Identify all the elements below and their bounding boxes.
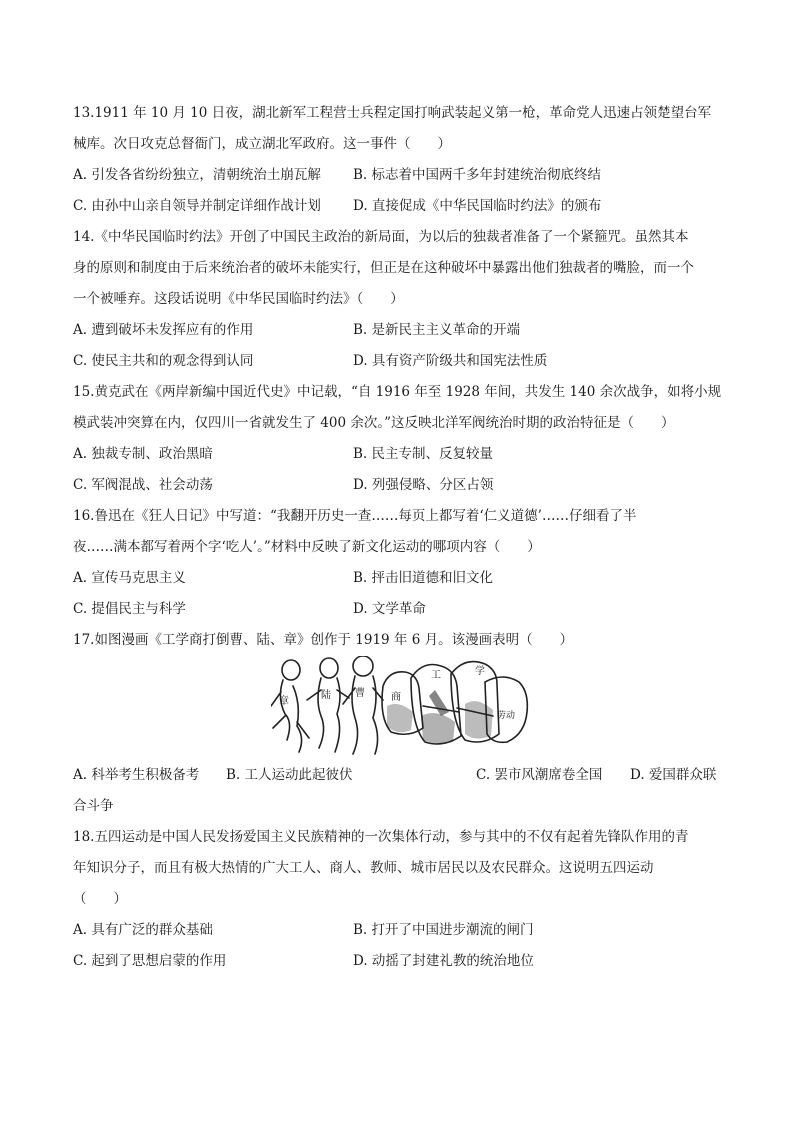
option-d: D. 动摇了封建礼教的统治地位: [353, 953, 534, 969]
cartoon-label: 曹: [355, 688, 365, 699]
option-b: B. 工人运动此起彼伏: [226, 767, 353, 783]
exam-page: [73, 98, 723, 977]
question-stem-line: 18.五四运动是中国人民发扬爱国主义民族精神的一次集体行动，参与其中的不仅有起着先锋队作用的青: [73, 829, 689, 845]
option-a: A. 独裁专制、政治黑暗: [73, 446, 213, 462]
option-row: [73, 470, 723, 501]
cartoon-row: [73, 656, 723, 760]
question-15: [73, 377, 723, 501]
option-a: A. 遭到破坏未发挥应有的作用: [73, 322, 254, 338]
question-17: [73, 625, 723, 822]
question-14: [73, 222, 723, 377]
option-row: [73, 563, 723, 594]
option-c: C. 提倡民主与科学: [73, 601, 186, 617]
cartoon-label: 劳动: [497, 711, 516, 721]
option-row: [73, 439, 723, 470]
option-a: A. 宣传马克思主义: [73, 570, 186, 586]
option-d: D. 具有资产阶级共和国宪法性质: [353, 353, 548, 369]
option-b: B. 是新民主主义革命的开端: [353, 322, 521, 338]
option-a: A. 引发各省纷纷独立，清朝统治土崩瓦解: [73, 167, 321, 183]
cartoon-label: 学: [475, 666, 485, 677]
option-a: A. 科举考生积极备考: [73, 767, 200, 783]
option-row: [73, 760, 723, 791]
option-b: B. 打开了中国进步潮流的闸门: [353, 922, 534, 938]
option-a: A. 具有广泛的群众基础: [73, 922, 213, 938]
question-stem-line: 年知识分子，而且有极大热情的广大工人、商人、教师、城市居民以及农民群众。这说明五四运动: [73, 860, 654, 876]
question-stem-line: 械库。次日攻克总督衙门，成立湖北军政府。这一事件（ ）: [73, 136, 451, 152]
option-row: [73, 946, 723, 977]
question-stem-line: （ ）: [73, 891, 127, 907]
question-stem-line: 15.黄克武在《两岸新编中国近代史》中记载，“自 1916 年至 1928 年间，共发生 140 余次战争，如将小规: [73, 384, 722, 400]
option-c: C. 罢市风潮席卷全国: [476, 767, 603, 783]
question-stem-line: 16.鲁迅在《狂人日记》中写道：“我翻开历史一查……每页上都写着‘仁义道德’……仔细看了半: [73, 508, 637, 524]
option-d: D. 爱国群众联: [630, 767, 717, 783]
option-b: B. 标志着中国两千多年封建统治彻底终结: [353, 167, 602, 183]
question-16: [73, 501, 723, 625]
question-18: [73, 822, 723, 977]
cartoon-illustration: [271, 656, 531, 756]
cartoon-label: 工: [431, 670, 441, 681]
question-stem-line: 17.如图漫画《工学商打倒曹、陆、章》创作于 1919 年 6 月。该漫画表明（ ）: [73, 632, 574, 648]
option-b: B. 抨击旧道德和旧文化: [353, 570, 494, 586]
option-c: C. 由孙中山亲自领导并制定详细作战计划: [73, 198, 321, 214]
cartoon-label: 章: [279, 696, 289, 707]
question-13: [73, 98, 723, 222]
option-b: B. 民主专制、反复较量: [353, 446, 494, 462]
option-c: C. 使民主共和的观念得到认同: [73, 353, 254, 369]
cartoon-label: 陆: [321, 690, 331, 701]
option-c: C. 军阀混战、社会动荡: [73, 477, 213, 493]
question-stem-line: 14.《中华民国临时约法》开创了中国民主政治的新局面，为以后的独裁者准备了一个紧箍咒。虽然其本: [73, 229, 689, 245]
option-continuation: 合斗争: [73, 798, 114, 814]
option-c: C. 起到了思想启蒙的作用: [73, 953, 227, 969]
question-stem-line: 模武装冲突算在内，仅四川一省就发生了 400 余次。”这反映北洋军阀统治时期的政治特征是（ ）: [73, 415, 675, 431]
option-d: D. 直接促成《中华民国临时约法》的颁布: [353, 198, 602, 214]
option-row: [73, 346, 723, 377]
option-row: [73, 191, 723, 222]
question-stem-line: 身的原则和制度由于后来统治者的破坏未能实行，但正是在这种破坏中暴露出他们独裁者的嘴脸，而一个: [73, 260, 694, 276]
option-row: [73, 315, 723, 346]
cartoon-label: 商: [391, 692, 401, 703]
option-row: [73, 915, 723, 946]
option-d: D. 列强侵略、分区占领: [353, 477, 494, 493]
option-row: [73, 594, 723, 625]
question-stem-line: 13.1911 年 10 月 10 日夜，湖北新军工程营士兵程定国打响武装起义第一枪，革命党人迅速占领楚望台军: [73, 105, 712, 121]
question-stem-line: 一个被唾弃。这段话说明《中华民国临时约法》（ ）: [73, 291, 404, 307]
option-row: [73, 160, 723, 191]
question-stem-line: 夜……满本都写着两个字‘吃人’。”材料中反映了新文化运动的哪项内容（ ）: [73, 539, 541, 555]
option-d: D. 文学革命: [353, 601, 426, 617]
